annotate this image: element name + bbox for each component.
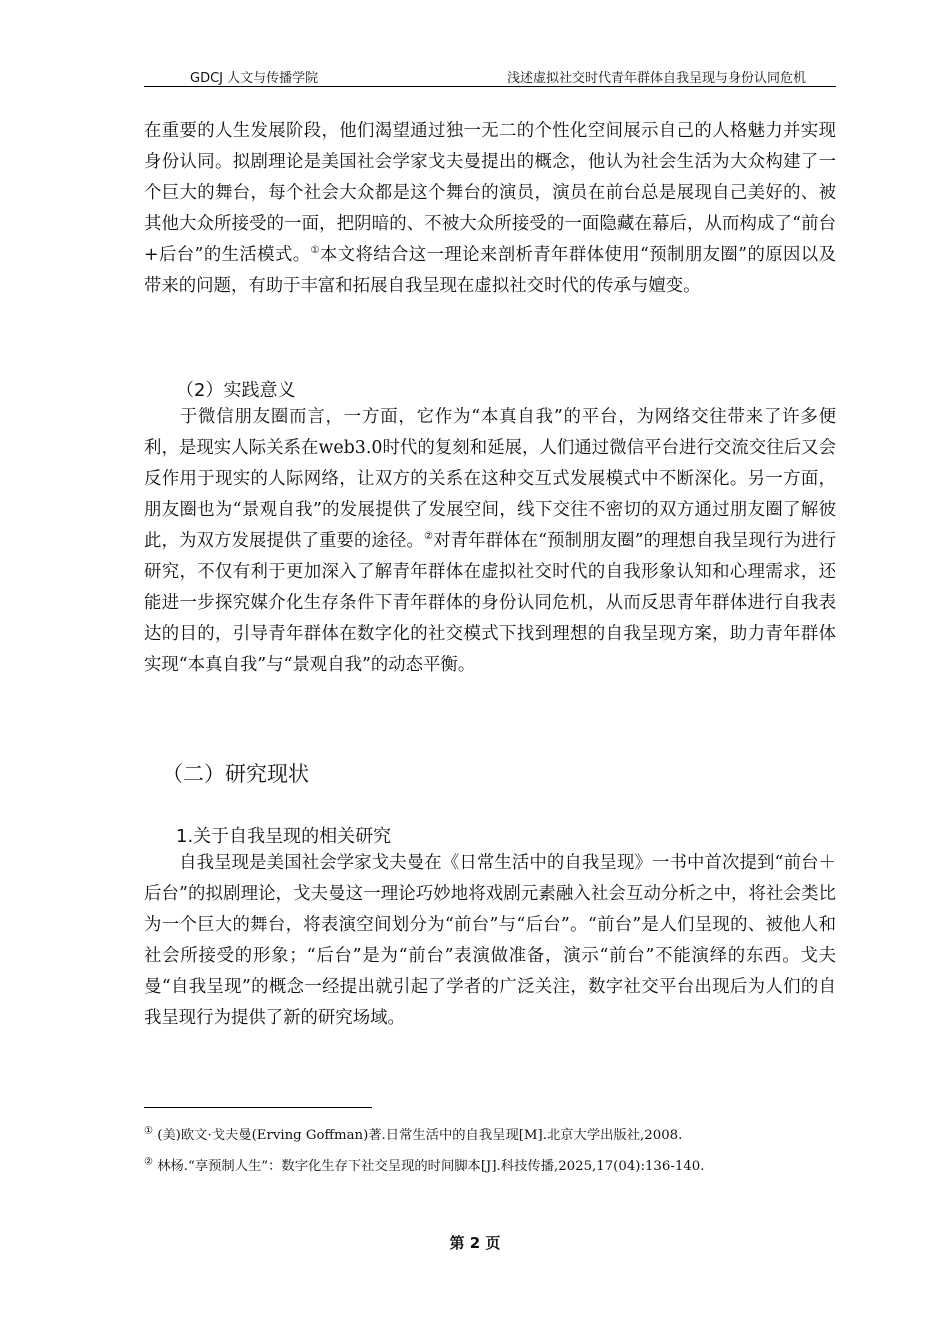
heading-practical-significance: （2）实践意义 — [176, 380, 296, 401]
page-number: 第 2 页 — [449, 1234, 501, 1252]
header-paper-title: 浅述虚拟社交时代青年群体自我呈现与身份认同危机 — [506, 71, 806, 86]
paragraph-self-presentation — [144, 848, 836, 1034]
footnote-ref-2[interactable]: ② — [424, 531, 434, 543]
paragraph-theory-text-1: 在重要的人生发展阶段，他们渴望通过独一无二的个性化空间展示自己的人格魅力并实现身份认同。拟剧理论是美国社会学家戈夫曼提出的概念，他认为社会生活为大众构建了一个巨大的舞台，每个社会大众都是这个舞台的演员，演员在前台总是展现自己美好的、被其他大众所接受的一面，把阴暗的、不被大众所接受的一面隐藏在幕后，从而构成了“前台+后台”的生活模式。 — [144, 121, 836, 265]
header-institution: GDCJ 人文与传播学院 — [190, 71, 319, 86]
heading-research-status: （二）研究现状 — [162, 762, 309, 786]
footnote-1 — [144, 1122, 844, 1150]
paragraph-practical — [144, 402, 836, 681]
paragraph-theory — [144, 116, 836, 302]
paragraph-practical-text-1: 于微信朋友圈而言，一方面，它作为“本真自我”的平台，为网络交往带来了许多便利，是现实人际关系在web3.0时代的复刻和延展，人们通过微信平台进行交流交往后又会反作用于现实的人际网络，让双方的关系在这种交互式发展模式中不断深化。另一方面，朋友圈也为“景观自我”的发展提供了发展空间，线下交往不密切的双方通过朋友圈了解彼此，为双方发展提供了重要的途径。 — [144, 407, 836, 551]
footnote-ref-1[interactable]: ① — [310, 245, 320, 257]
footnote-2-text: 林杨.“享预制人生”：数字化生存下社交呈现的时间脚本[J].科技传播,2025,17(04):136-140. — [152, 1159, 705, 1174]
paragraph-self-presentation-text: 自我呈现是美国社会学家戈夫曼在《日常生活中的自我呈现》一书中首次提到“前台＋后台”的拟剧理论，戈夫曼这一理论巧妙地将戏剧元素融入社会互动分析之中，将社会类比为一个巨大的舞台，将表演空间划分为“前台”与“后台”。“前台”是人们呈现的、被他人和社会所接受的形象；“后台”是为“前台”表演做准备，演示“前台”不能演绎的东西。戈夫曼“自我呈现”的概念一经提出就引起了学者的广泛关注，数字社交平台出现后为人们的自我呈现行为提供了新的研究场域。 — [144, 853, 836, 1028]
footnote-1-marker: ① — [144, 1125, 153, 1137]
footnote-2-marker: ② — [144, 1156, 153, 1168]
footnote-2 — [144, 1153, 844, 1181]
paragraph-practical-text-2: 对青年群体在“预制朋友圈”的理想自我呈现行为进行研究，不仅有利于更加深入了解青年群体在虚拟社交时代的自我形象认知和心理需求，还能进一步探究媒介化生存条件下青年群体的身份认同危机，从而反思青年群体进行自我表达的目的，引导青年群体在数字化的社交模式下找到理想的自我呈现方案，助力青年群体实现“本真自我”与“景观自我”的动态平衡。 — [144, 531, 836, 675]
page-header — [144, 64, 836, 87]
footnote-1-text: (美)欧文·戈夫曼(Erving Goffman)著.日常生活中的自我呈现[M].北京大学出版社,2008. — [152, 1128, 683, 1143]
footnote-divider — [144, 1107, 372, 1108]
paragraph-theory-text-2: 本文将结合这一理论来剖析青年群体使用“预制朋友圈”的原因以及带来的问题，有助于丰富和拓展自我呈现在虚拟社交时代的传承与嬗变。 — [144, 245, 836, 296]
heading-self-presentation: 1.关于自我呈现的相关研究 — [176, 826, 392, 847]
